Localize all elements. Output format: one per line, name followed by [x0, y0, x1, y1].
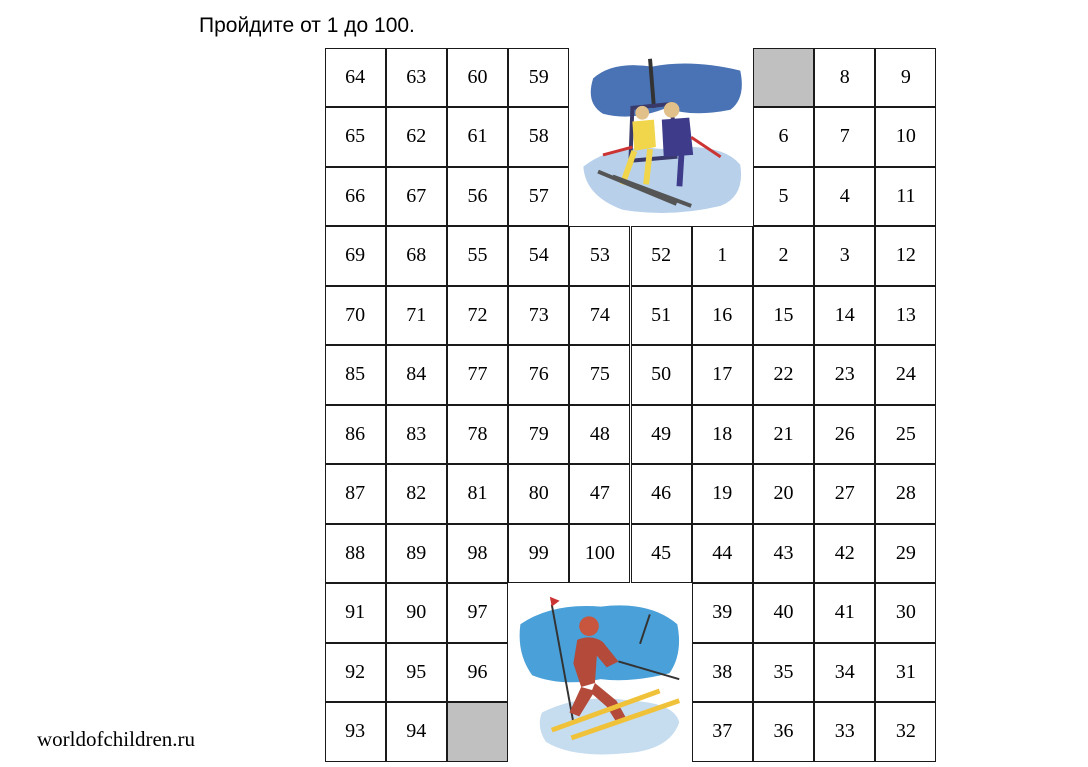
grid-cell[interactable]: 2 [753, 226, 814, 286]
blank-cell[interactable] [447, 702, 508, 762]
grid-cell[interactable]: 58 [508, 107, 569, 167]
grid-cell[interactable]: 48 [569, 405, 630, 465]
downhill-skier-picture [510, 585, 692, 762]
grid-cell[interactable]: 46 [631, 464, 692, 524]
grid-cell[interactable]: 96 [447, 643, 508, 703]
grid-cell[interactable]: 1 [692, 226, 753, 286]
grid-cell[interactable]: 30 [875, 583, 936, 643]
grid-cell[interactable]: 93 [325, 702, 386, 762]
grid-cell[interactable]: 49 [631, 405, 692, 465]
grid-cell[interactable]: 39 [692, 583, 753, 643]
grid-cell[interactable]: 35 [753, 643, 814, 703]
grid-cell[interactable]: 89 [386, 524, 447, 584]
grid-cell[interactable]: 33 [814, 702, 875, 762]
grid-cell[interactable]: 82 [386, 464, 447, 524]
grid-cell[interactable]: 90 [386, 583, 447, 643]
grid-cell[interactable]: 64 [325, 48, 386, 108]
grid-cell[interactable]: 38 [692, 643, 753, 703]
site-label: worldofchildren.ru [37, 727, 196, 751]
grid-cell[interactable]: 42 [814, 524, 875, 584]
instruction-text: Пройдите от 1 до 100. [199, 14, 415, 37]
grid-cell[interactable]: 68 [386, 226, 447, 286]
grid-cell[interactable]: 23 [814, 345, 875, 405]
grid-cell[interactable]: 62 [386, 107, 447, 167]
grid-cell[interactable]: 32 [875, 702, 936, 762]
grid-cell[interactable]: 22 [753, 345, 814, 405]
grid-cell[interactable]: 76 [508, 345, 569, 405]
grid-cell[interactable]: 25 [875, 405, 936, 465]
grid-cell[interactable]: 6 [753, 107, 814, 167]
grid-cell[interactable]: 97 [447, 583, 508, 643]
grid-cell[interactable]: 78 [447, 405, 508, 465]
grid-cell[interactable]: 47 [569, 464, 630, 524]
grid-cell[interactable]: 11 [875, 167, 936, 227]
grid-cell[interactable]: 37 [692, 702, 753, 762]
grid-cell[interactable]: 7 [814, 107, 875, 167]
grid-cell[interactable]: 60 [447, 48, 508, 108]
grid-cell[interactable]: 95 [386, 643, 447, 703]
grid-cell[interactable]: 70 [325, 286, 386, 346]
chairlift-skiers-picture [571, 49, 753, 226]
grid-cell[interactable]: 8 [814, 48, 875, 108]
grid-cell[interactable]: 4 [814, 167, 875, 227]
grid-cell[interactable]: 84 [386, 345, 447, 405]
grid-cell[interactable]: 15 [753, 286, 814, 346]
grid-cell[interactable]: 98 [447, 524, 508, 584]
grid-cell[interactable]: 91 [325, 583, 386, 643]
grid-cell[interactable]: 94 [386, 702, 447, 762]
grid-cell[interactable]: 34 [814, 643, 875, 703]
grid-cell[interactable]: 86 [325, 405, 386, 465]
grid-cell[interactable]: 92 [325, 643, 386, 703]
grid-cell[interactable]: 12 [875, 226, 936, 286]
grid-cell[interactable]: 28 [875, 464, 936, 524]
chairlift-skiers-icon [571, 49, 753, 226]
grid-cell[interactable]: 69 [325, 226, 386, 286]
grid-cell[interactable]: 75 [569, 345, 630, 405]
grid-cell[interactable]: 88 [325, 524, 386, 584]
grid-cell[interactable]: 17 [692, 345, 753, 405]
grid-cell[interactable]: 31 [875, 643, 936, 703]
grid-cell[interactable]: 74 [569, 286, 630, 346]
grid-cell[interactable]: 77 [447, 345, 508, 405]
grid-cell[interactable]: 79 [508, 405, 569, 465]
grid-cell[interactable]: 83 [386, 405, 447, 465]
grid-cell[interactable]: 56 [447, 167, 508, 227]
grid-cell[interactable]: 14 [814, 286, 875, 346]
grid-cell[interactable]: 44 [692, 524, 753, 584]
grid-cell[interactable]: 5 [753, 167, 814, 227]
grid-cell[interactable]: 50 [631, 345, 692, 405]
grid-cell[interactable]: 55 [447, 226, 508, 286]
grid-cell[interactable]: 24 [875, 345, 936, 405]
grid-cell[interactable]: 19 [692, 464, 753, 524]
grid-cell[interactable]: 53 [569, 226, 630, 286]
grid-cell[interactable]: 54 [508, 226, 569, 286]
grid-cell[interactable]: 66 [325, 167, 386, 227]
grid-cell[interactable]: 80 [508, 464, 569, 524]
grid-cell[interactable]: 16 [692, 286, 753, 346]
grid-cell[interactable]: 21 [753, 405, 814, 465]
grid-cell[interactable]: 72 [447, 286, 508, 346]
grid-cell[interactable]: 45 [631, 524, 692, 584]
grid-cell[interactable]: 51 [631, 286, 692, 346]
grid-cell[interactable]: 57 [508, 167, 569, 227]
grid-cell[interactable]: 65 [325, 107, 386, 167]
grid-cell[interactable]: 43 [753, 524, 814, 584]
grid-cell[interactable]: 10 [875, 107, 936, 167]
grid-cell[interactable]: 20 [753, 464, 814, 524]
number-maze-grid [325, 48, 937, 762]
grid-cell[interactable]: 18 [692, 405, 753, 465]
grid-cell[interactable]: 13 [875, 286, 936, 346]
grid-cell[interactable]: 3 [814, 226, 875, 286]
grid-cell[interactable]: 71 [386, 286, 447, 346]
grid-cell[interactable]: 29 [875, 524, 936, 584]
grid-cell[interactable]: 27 [814, 464, 875, 524]
grid-cell[interactable]: 59 [508, 48, 569, 108]
grid-cell[interactable]: 40 [753, 583, 814, 643]
grid-cell[interactable]: 63 [386, 48, 447, 108]
grid-cell[interactable]: 52 [631, 226, 692, 286]
grid-cell[interactable]: 67 [386, 167, 447, 227]
grid-cell[interactable]: 9 [875, 48, 936, 108]
grid-cell[interactable]: 41 [814, 583, 875, 643]
grid-cell[interactable]: 81 [447, 464, 508, 524]
grid-cell[interactable]: 73 [508, 286, 569, 346]
grid-cell[interactable]: 100 [569, 524, 630, 584]
grid-cell[interactable]: 26 [814, 405, 875, 465]
blank-cell[interactable] [753, 48, 814, 108]
grid-cell[interactable]: 85 [325, 345, 386, 405]
grid-cell[interactable]: 36 [753, 702, 814, 762]
grid-cell[interactable]: 99 [508, 524, 569, 584]
skier-icon [510, 585, 692, 762]
grid-cell[interactable]: 87 [325, 464, 386, 524]
grid-cell[interactable]: 61 [447, 107, 508, 167]
